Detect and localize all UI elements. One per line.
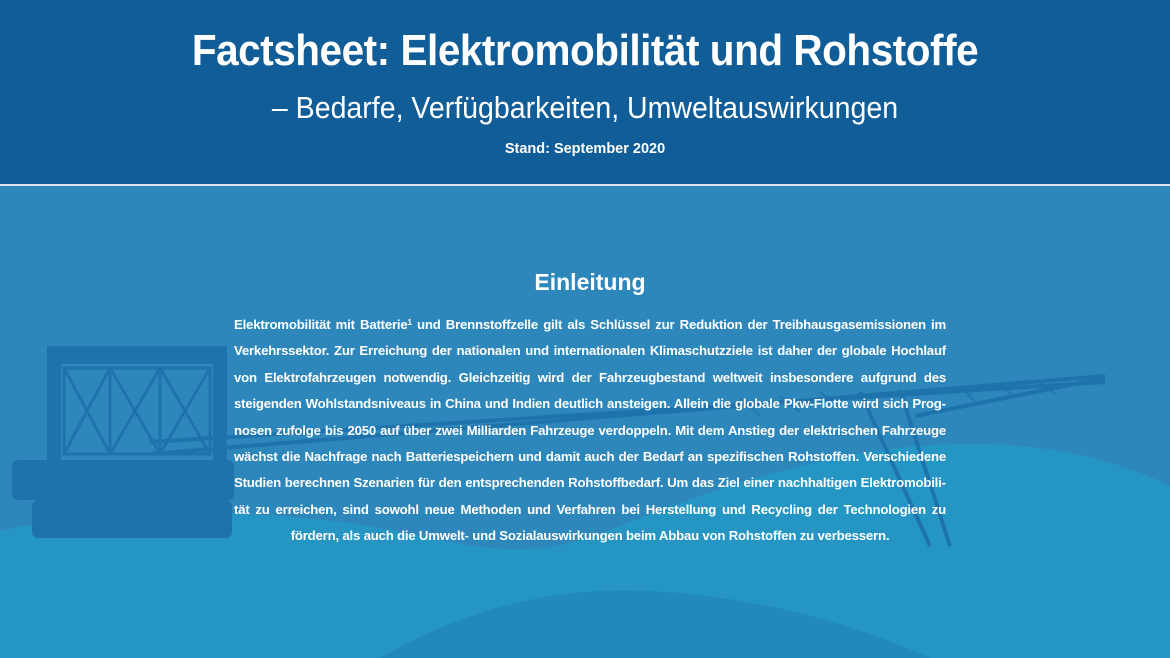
excavator-body <box>12 346 234 538</box>
page-title: Factsheet: Elektromobilität und Rohstoffe <box>191 26 979 75</box>
section-heading: Einleitung <box>534 269 646 295</box>
intro-text-start: Elektromobilität mit Batterie <box>234 317 408 332</box>
intro-paragraph <box>234 312 946 550</box>
page-subtitle: – Bedarfe, Verfügbarkeiten, Umweltauswirkungen <box>271 90 899 125</box>
intro-section <box>234 262 946 550</box>
header-banner <box>0 0 1170 184</box>
date-stand: Stand: September 2020 <box>504 141 666 157</box>
intro-text-rest: und Brennstoffzelle gilt als Schlüssel zur Reduktion der Treibhausgasemissionen im Verkehrssektor. Zur Erreichung der nationalen und internationalen Klimaschutzziele ist daher der globale Hochlauf von Elektrofahrzeugen notwendig. Gleichzeitig wird der Fahrzeugbestand weltweit insbesondere aufgrund des steigenden Wohlstandsniveaus in China und Indien deutlich ansteigen. Allein die globale Pkw-Flotte wird sich Prognosen zufolge bis 2050 auf über zwei Milliarden Fahrzeuge verdoppeln. Mit dem Anstieg der elektrischen Fahrzeuge wächst die Nachfrage nach Batteriespeichern und damit auch der Bedarf an spezifischen Rohstoffen. Verschiedene Studien berechnen Szenarien für den entsprechenden Rohstoffbedarf. Um das Ziel einer nachhaltigen Elektromobilität zu erreichen, sind sowohl neue Methoden und Verfahren bei Herstellung und Recycling der Technologien zu fördern, als auch die Umwelt- und Sozialauswirkungen beim Abbau von Rohstoffen zu verbessern. <box>234 317 946 544</box>
footnote-marker[interactable]: 1 <box>407 318 412 327</box>
